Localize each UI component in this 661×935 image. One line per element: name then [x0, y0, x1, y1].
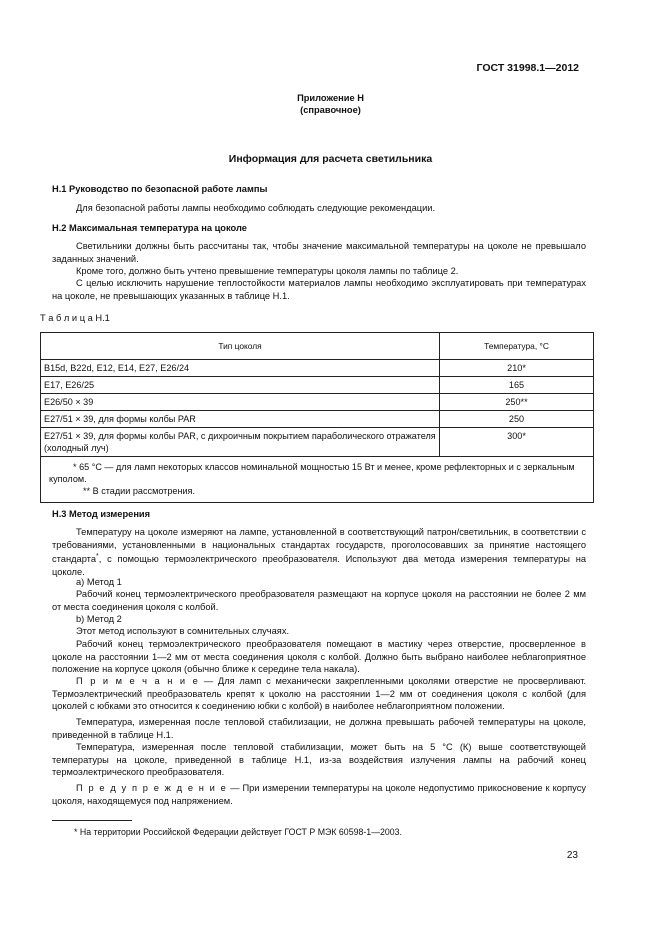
appendix-title: Приложение Н	[297, 93, 364, 103]
table-note-1: * 65 °С — для ламп некоторых классов номинальной мощностью 15 Вт и менее, кроме рефлекторных и с зеркальным куполом.	[49, 462, 575, 484]
table-row	[41, 411, 594, 428]
cell-base-type: E26/50 × 39	[41, 394, 440, 411]
cell-temperature: 210*	[440, 360, 594, 377]
section-h2-para-1: Светильники должны быть рассчитаны так, чтобы значение максимальной температуры на цоколе не превышало заданных значений.	[52, 241, 586, 264]
section-h2-heading: Н.2 Максимальная температура на цоколе	[52, 223, 247, 233]
note-label: П р и м е ч а н и е	[76, 676, 200, 686]
cell-base-type: E27/51 × 39, для формы колбы PAR, с дихроичным покрытием параболического отражателя (холодный луч)	[41, 428, 440, 457]
section-h1-heading: Н.1 Руководство по безопасной работе лампы	[52, 184, 268, 194]
table-notes	[41, 457, 594, 503]
table-header-base-type: Тип цоколя	[41, 333, 440, 360]
section-h3-para-1: Температуру на цоколе измеряют на лампе, установленной в соответствующий патрон/светильник, в соответствии с требованиями, установленными в национальных стандартах государств, проголосовавших за принятие настоящего стандарта*, с помощью термоэлектрического преобразователя. Используют два метода измерения температуры на цоколе.	[52, 527, 586, 577]
cell-base-type: E27/51 × 39, для формы колбы PAR	[41, 411, 440, 428]
warning-note: П р е д у п р е ж д е н и е — При измерении температуры на цоколе недопустимо прикосновение к корпусу цоколя, находящемуся под напряжением.	[52, 783, 586, 806]
cell-temperature: 250	[440, 411, 594, 428]
method-2-label: b) Метод 2	[76, 614, 122, 624]
main-title: Информация для расчета светильника	[228, 153, 433, 165]
base-temperature-table	[40, 332, 594, 503]
method-2-text-2: Рабочий конец термоэлектрического преобразователя помещают в мастику через отверстие, просверленное в цоколе на расстоянии 1—2 мм от места соединения цоколя с колбой. Должно быть выбрано наиболее неблагоприятное положение на корпусе цоколя (обычно ближе к середине тела накала).	[52, 639, 586, 674]
table-row	[41, 428, 594, 457]
table-row	[41, 360, 594, 377]
table-header-temperature: Температура, °С	[440, 333, 594, 360]
cell-temperature: 300*	[440, 428, 594, 457]
footnote-marker: *	[96, 553, 99, 560]
warning-label: П р е д у п р е ж д е н и е	[76, 783, 228, 793]
temperature-para-1: Температура, измеренная после тепловой стабилизации, не должна превышать рабочей температуры на цоколе, приведенной в таблице Н.1.	[52, 717, 586, 740]
cell-base-type: B15d, B22d, E12, E14, E27, E26/24	[41, 360, 440, 377]
footnote-separator	[52, 820, 132, 821]
table-row	[41, 377, 594, 394]
method-2-text-1: Этот метод используют в сомнительных случаях.	[76, 626, 290, 636]
cell-base-type: E17, E26/25	[41, 377, 440, 394]
section-h2-para-3: С целью исключить нарушение теплостойкости материалов лампы необходимо эксплуатировать при температурах на цоколе, не превышающих указанных в таблице Н.1.	[52, 278, 586, 301]
method-1-text: Рабочий конец термоэлектрического преобразователя размещают на корпусе цоколя на расстоянии не более 2 мм от места соединения цоколя с колбой.	[52, 589, 586, 612]
temperature-para-2: Температура, измеренная после тепловой стабилизации, может быть на 5 °С (К) выше соответствующей температуры на цоколе, приведенной в таблице Н.1, из-за воздействия излучения лампы на рабочий конец термоэлектрического преобразователя.	[52, 742, 586, 777]
table-row	[41, 394, 594, 411]
page-number: 23	[566, 850, 578, 861]
document-code: ГОСТ 31998.1—2012	[476, 62, 579, 74]
section-h2-para-2: Кроме того, должно быть учтено превышение температуры цоколя лампы по таблице 2.	[76, 266, 459, 276]
table-caption: Т а б л и ц а Н.1	[40, 313, 110, 323]
method-1-label: а) Метод 1	[76, 577, 122, 587]
table-note-2: ** В стадии рассмотрения.	[83, 486, 196, 496]
table-notes-row	[41, 457, 594, 503]
appendix-subtitle: (справочное)	[300, 105, 361, 115]
cell-temperature: 165	[440, 377, 594, 394]
footnote: * На территории Российской Федерации действует ГОСТ Р МЭК 60598-1—2003.	[74, 827, 403, 837]
measurement-note: П р и м е ч а н и е — Для ламп с механически закрепленными цоколями отверстие не просверливают. Термоэлектрический преобразователь крепят к цоколю на расстоянии 1—2 мм от соединения цоколя с колбой (для цоколей с юбками это относится к соединению юбки с колбой) в наиболее неблагоприятном положении.	[52, 676, 587, 711]
cell-temperature: 250**	[440, 394, 594, 411]
section-h1-text: Для безопасной работы лампы необходимо соблюдать следующие рекомендации.	[76, 203, 436, 213]
section-h3-heading: Н.3 Метод измерения	[52, 509, 151, 519]
